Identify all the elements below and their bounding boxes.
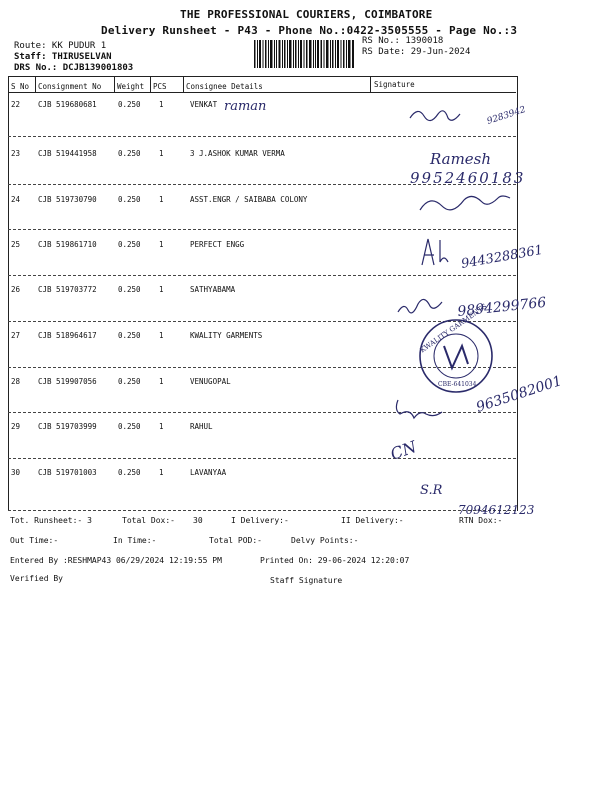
phone-row30: 7094612123 — [458, 503, 535, 517]
row-consignee: VENKAT — [190, 100, 218, 109]
row-sno: 25 — [11, 240, 21, 249]
entered-by: Entered By :RESHMAP43 06/29/2024 12:19:55 PM — [10, 556, 222, 565]
col-header-consignee: Consignee Details — [186, 82, 263, 91]
runsheet-title: Delivery Runsheet - P43 - Phone No.:0422-3505555 - Page No.:3 — [101, 24, 518, 37]
row-consignment: CJB 519703772 — [38, 285, 97, 294]
row-sno: 29 — [11, 422, 21, 431]
row-consignee: KWALITY GARMENTS — [190, 331, 263, 340]
row-sno: 23 — [11, 149, 21, 158]
col-header-consignment: Consignment No — [38, 82, 102, 91]
stamp-bottom-text: CBE-641034 — [438, 381, 477, 388]
row-pcs: 1 — [159, 195, 164, 204]
row-consignment: CJB 519907056 — [38, 377, 97, 386]
col-header-sno: S No — [11, 82, 30, 91]
row-pcs: 1 — [159, 149, 164, 158]
row-consignee: VENUGOPAL — [190, 377, 231, 386]
row-consignee: PERFECT ENGG — [190, 240, 245, 249]
signature-row28 — [396, 400, 442, 418]
signature-row23: Ramesh — [430, 150, 492, 168]
row-weight: 0.250 — [118, 195, 141, 204]
row-consignment: CJB 519441958 — [38, 149, 97, 158]
phone-row28: 9635082001 — [474, 373, 564, 416]
row-pcs: 1 — [159, 240, 164, 249]
row-weight: 0.250 — [118, 377, 141, 386]
signature-row26 — [398, 299, 442, 312]
row-weight: 0.250 — [118, 331, 141, 340]
row-pcs: 1 — [159, 422, 164, 431]
row-weight: 0.250 — [118, 240, 141, 249]
row-consignee: ASST.ENGR / SAIBABA COLONY — [190, 195, 308, 204]
row-sno: 24 — [11, 195, 21, 204]
rs-date: RS Date: 29-Jun-2024 — [362, 47, 471, 57]
row-consignment: CJB 518964617 — [38, 331, 97, 340]
col-header-pcs: PCS — [153, 82, 167, 91]
staff-signature: Staff Signature — [270, 576, 343, 585]
total-dox-value: 30 — [193, 516, 203, 525]
rtn-dox: RTN Dox:- — [459, 516, 503, 525]
row-sno: 28 — [11, 377, 21, 386]
route-label: Route: KK PUDUR 1 — [14, 41, 107, 51]
row-consignment: CJB 519680681 — [38, 100, 97, 109]
row-sno: 26 — [11, 285, 21, 294]
row-consignment: CJB 519861710 — [38, 240, 97, 249]
handwritten-note: 9283942 — [485, 104, 528, 127]
row-consignee: RAHUL — [190, 422, 213, 431]
col-header-weight: Weight — [117, 82, 145, 91]
in-time: In Time:- — [113, 536, 157, 545]
signature-row22 — [410, 111, 460, 121]
row-consignment: CJB 519701003 — [38, 468, 97, 477]
handwritten-name: raman — [224, 99, 267, 114]
total-dox-label: Total Dox:- — [122, 516, 175, 525]
row-sno: 27 — [11, 331, 21, 340]
signature-row29: CN — [387, 436, 420, 464]
delvy-points: Delvy Points:- — [291, 536, 359, 545]
row-weight: 0.250 — [118, 468, 141, 477]
phone-row25: 9443288361 — [460, 242, 545, 272]
verified-by: Verified By — [10, 574, 63, 583]
row-weight: 0.250 — [118, 149, 141, 158]
row-weight: 0.250 — [118, 100, 141, 109]
row-pcs: 1 — [159, 285, 164, 294]
row-consignee: SATHYABAMA — [190, 285, 236, 294]
row-consignment: CJB 519703999 — [38, 422, 97, 431]
tot-runsheet: Tot. Runsheet:- 3 — [10, 516, 92, 525]
i-delivery: I Delivery:- — [231, 516, 289, 525]
row-sno: 30 — [11, 468, 21, 477]
signature-row30: S.R — [420, 483, 443, 498]
total-pod: Total POD:- — [209, 536, 262, 545]
row-pcs: 1 — [159, 100, 164, 109]
row-consignee: 3 J.ASHOK KUMAR VERMA — [190, 149, 285, 158]
signature-row25 — [422, 239, 448, 265]
out-time: Out Time:- — [10, 536, 59, 545]
staff-label: Staff: THIRUSELVAN — [14, 52, 112, 62]
company-title: THE PROFESSIONAL COURIERS, COIMBATORE — [180, 8, 433, 21]
col-header-signature: Signature — [374, 80, 415, 89]
row-weight: 0.250 — [118, 285, 141, 294]
row-pcs: 1 — [159, 331, 164, 340]
signature-row24 — [420, 196, 510, 210]
drs-number: DRS No.: DCJB139001803 — [14, 63, 134, 73]
printed-on: Printed On: 29-06-2024 12:20:07 — [260, 556, 410, 565]
phone-row23: 9952460183 — [410, 169, 526, 187]
row-sno: 22 — [11, 100, 21, 109]
row-weight: 0.250 — [118, 422, 141, 431]
ii-delivery: II Delivery:- — [341, 516, 404, 525]
phone-row26: 9894299766 — [456, 294, 548, 320]
row-pcs: 1 — [159, 468, 164, 477]
rs-number: RS No.: 1390018 — [362, 36, 444, 46]
row-pcs: 1 — [159, 377, 164, 386]
stamp-text: KWALITY GARMENTS — [418, 302, 489, 355]
row-consignee: LAVANYAA — [190, 468, 227, 477]
row-consignment: CJB 519730790 — [38, 195, 97, 204]
